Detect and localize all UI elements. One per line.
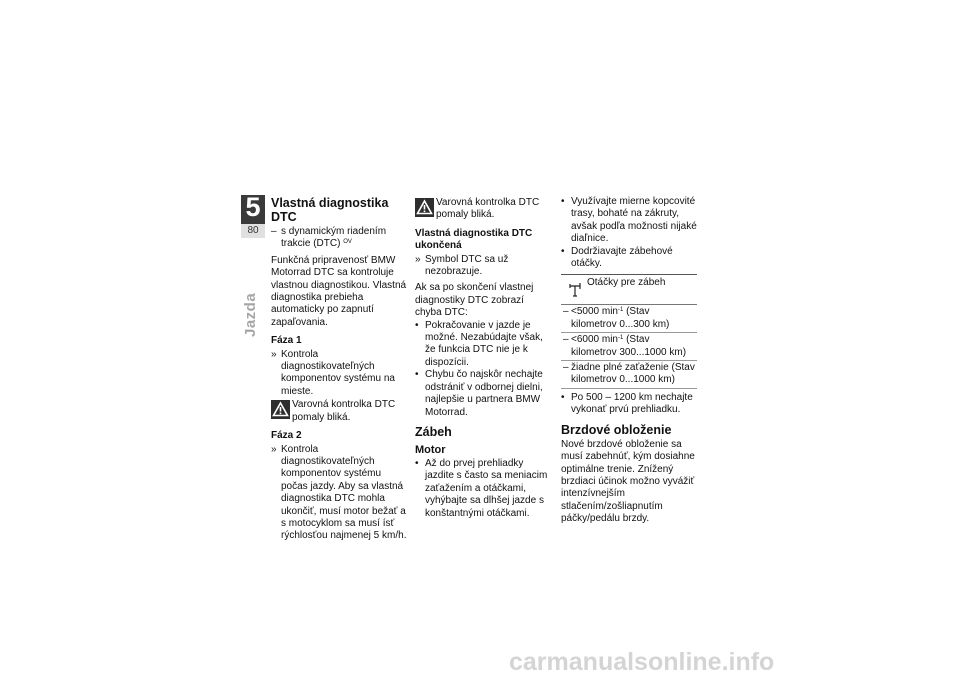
table-row: – <5000 $\min^{-1}$ (Stav kilometrov 0...300 km) bbox=[561, 305, 697, 333]
service-bullet: • Po 500 – 1200 km nechajte vykonať prvú prehliadku. bbox=[561, 391, 693, 416]
error-bullet-2: • Chybu čo najskôr nechajte odstrániť v odbornej dielni, najlepšie u partnera BMW Motorrad. bbox=[415, 369, 543, 418]
phase1-item: » Kontrola diagnostikovateľných komponentov systému na mieste. bbox=[271, 348, 395, 397]
page-number: 80 bbox=[241, 224, 265, 238]
phase2-title: Fáza 2 bbox=[271, 430, 302, 442]
table-row: – žiadne plné zaťaženie (Stav kilometrov 0...1000 km) bbox=[561, 361, 697, 389]
watermark: carmanualsonline.info bbox=[509, 648, 775, 676]
phase1-warning: Varovná kontrolka DTC pomaly bliká. bbox=[271, 399, 409, 424]
table-header: Otáčky pre zábeh bbox=[561, 275, 697, 305]
error-bullet-1: • Pokračovanie v jazde je možné. Nezabúdajte však, že funkcia DTC nie je k dispozícii. bbox=[415, 319, 543, 368]
intro-text: Funkčná pripravenosť BMW Motorrad DTC sa kontroluje vlastnou diagnostikou. Vlastná diagnostika prebieha automaticky po zapnutí zapaľovania. bbox=[271, 254, 407, 328]
diagnostics-complete-title: Vlastná diagnostika DTC ukončená bbox=[415, 227, 533, 252]
dash-item: – s dynamickým riadením trakcie (DTC) $^{OV}$ bbox=[271, 226, 387, 250]
column-3 bbox=[561, 196, 697, 526]
column-2 bbox=[415, 196, 550, 520]
tachometer-icon bbox=[569, 278, 581, 300]
section-title-brake-pads: Brzdové obloženie bbox=[561, 422, 672, 437]
table-row: – <6000 $\min^{-1}$ (Stav kilometrov 300...1000 km) bbox=[561, 333, 697, 361]
rpm-bullet: • Dodržiavajte zábehové otáčky. bbox=[561, 245, 673, 270]
option-sup: OV bbox=[343, 239, 352, 246]
side-label: Jazda bbox=[242, 292, 259, 337]
break-in-rpm-table bbox=[561, 274, 697, 388]
brake-pads-text: Nové brzdové obloženie sa musí zabehnúť, kým dosiahne optimálne trenie. Znížený brzdiaci účinok možno vyvážiť intenzívnejším stlačením/zošliapnutím páčky/pedálu brzdy. bbox=[561, 438, 695, 525]
chapter-number: 5 bbox=[245, 192, 261, 222]
route-bullet: • Využívajte mierne kopcovité trasy, bohaté na zákruty, avšak podľa možnosti nijaké diaľnice. bbox=[561, 196, 697, 245]
phase2-item: » Kontrola diagnostikovateľných komponentov systému počas jazdy. Aby sa vlastná diagnostika DTC mohla ukončiť, musí motor bežať a s motocyklom sa musí ísť rýchlosťou najmenej 5 km/h. bbox=[271, 443, 407, 542]
phase2-warning: Varovná kontrolka DTC pomaly bliká. bbox=[415, 197, 550, 222]
section-title-break-in: Zábeh bbox=[415, 424, 452, 439]
dtc-warning-light-icon bbox=[271, 400, 290, 419]
diagnostics-complete-item: » Symbol DTC sa už nezobrazuje. bbox=[415, 253, 509, 278]
dtc-warning-light-icon bbox=[415, 198, 434, 217]
subsection-title-engine: Motor bbox=[415, 443, 446, 456]
error-intro: Ak sa po skončení vlastnej diagnostiky DTC zobrazí chyba DTC: bbox=[415, 282, 534, 319]
column-1 bbox=[271, 196, 409, 543]
engine-bullet: • Až do prvej prehliadky jazdite s často sa meniacim zaťažením a otáčkami, vyhýbajte sa dlhšej jazde s konštantnými otáčkami. bbox=[415, 457, 548, 519]
phase1-title: Fáza 1 bbox=[271, 335, 302, 347]
section-title-dtc-diagnostics: Vlastná diagnostika DTC bbox=[271, 196, 389, 224]
